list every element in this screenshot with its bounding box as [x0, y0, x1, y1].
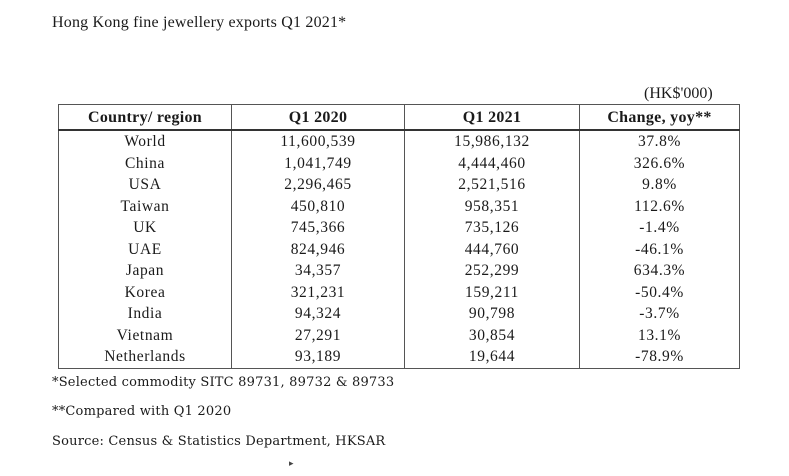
cell-q1-2021: 4,444,460	[405, 153, 580, 175]
cell-q1-2021: 2,521,516	[405, 174, 580, 196]
unit-label: (HK$'000)	[644, 85, 713, 102]
cell-change: -46.1%	[580, 239, 740, 261]
cell-country: USA	[59, 174, 232, 196]
cell-q1-2021: 90,798	[405, 303, 580, 325]
cell-q1-2020: 11,600,539	[232, 130, 405, 153]
cell-change: -3.7%	[580, 303, 740, 325]
cell-change: -78.9%	[580, 346, 740, 368]
table-row	[59, 153, 740, 175]
cell-q1-2020: 321,231	[232, 282, 405, 304]
cell-q1-2021: 159,211	[405, 282, 580, 304]
cell-change: 112.6%	[580, 196, 740, 218]
header-country: Country/ region	[59, 105, 232, 131]
cell-q1-2021: 958,351	[405, 196, 580, 218]
page-title: Hong Kong fine jewellery exports Q1 2021*	[52, 14, 347, 31]
cell-country: World	[59, 130, 232, 153]
header-change: Change, yoy**	[580, 105, 740, 131]
table-row	[59, 217, 740, 239]
comparison-footnote: **Compared with Q1 2020	[52, 404, 232, 419]
cell-q1-2020: 745,366	[232, 217, 405, 239]
cell-q1-2020: 824,946	[232, 239, 405, 261]
table-row	[59, 239, 740, 261]
cell-change: -1.4%	[580, 217, 740, 239]
cell-q1-2021: 15,986,132	[405, 130, 580, 153]
cell-change: 634.3%	[580, 260, 740, 282]
table-row	[59, 346, 740, 368]
cell-country: Vietnam	[59, 325, 232, 347]
cell-q1-2021: 252,299	[405, 260, 580, 282]
table-row	[59, 282, 740, 304]
table-row	[59, 260, 740, 282]
cell-q1-2020: 34,357	[232, 260, 405, 282]
cell-change: -50.4%	[580, 282, 740, 304]
cell-q1-2020: 2,296,465	[232, 174, 405, 196]
table-row	[59, 325, 740, 347]
cell-change: 326.6%	[580, 153, 740, 175]
cell-country: Taiwan	[59, 196, 232, 218]
cell-change: 9.8%	[580, 174, 740, 196]
cell-q1-2020: 27,291	[232, 325, 405, 347]
cell-change: 13.1%	[580, 325, 740, 347]
cell-country: China	[59, 153, 232, 175]
header-q1-2020: Q1 2020	[232, 105, 405, 131]
source-note: Source: Census & Statistics Department, HKSAR	[52, 434, 386, 449]
cell-q1-2020: 1,041,749	[232, 153, 405, 175]
cell-country: Korea	[59, 282, 232, 304]
cell-q1-2020: 450,810	[232, 196, 405, 218]
cell-country: Japan	[59, 260, 232, 282]
cell-change: 37.8%	[580, 130, 740, 153]
cell-q1-2020: 94,324	[232, 303, 405, 325]
cell-q1-2020: 93,189	[232, 346, 405, 368]
cell-country: Netherlands	[59, 346, 232, 368]
table-header-row	[59, 105, 740, 131]
cell-country: India	[59, 303, 232, 325]
exports-table	[58, 104, 740, 369]
cell-q1-2021: 444,760	[405, 239, 580, 261]
cell-q1-2021: 735,126	[405, 217, 580, 239]
table-row	[59, 174, 740, 196]
cell-q1-2021: 19,644	[405, 346, 580, 368]
cell-country: UAE	[59, 239, 232, 261]
header-q1-2021: Q1 2021	[405, 105, 580, 131]
scan-artifact-mark: ▸	[289, 458, 294, 468]
commodity-footnote: *Selected commodity SITC 89731, 89732 & 89733	[52, 375, 395, 390]
cell-q1-2021: 30,854	[405, 325, 580, 347]
table-row	[59, 130, 740, 153]
table-row	[59, 196, 740, 218]
cell-country: UK	[59, 217, 232, 239]
table-row	[59, 303, 740, 325]
